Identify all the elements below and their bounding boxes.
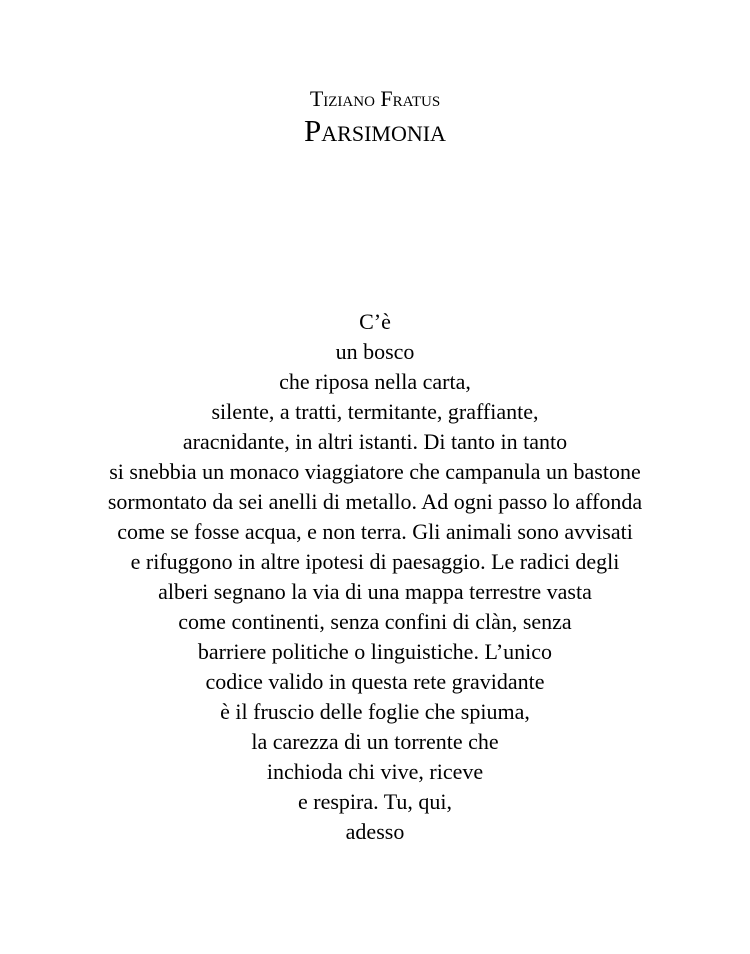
poem-line: aracnidante, in altri istanti. Di tanto in tanto [182, 429, 568, 454]
poem-line: la carezza di un torrente che [251, 729, 499, 754]
poem-line: un bosco [335, 339, 415, 364]
poem-line: barriere politiche o linguistiche. L’unico [197, 639, 553, 664]
poem-line: e respira. Tu, qui, [298, 789, 452, 814]
poem-line: alberi segnano la via di una mappa terrestre vasta [158, 579, 592, 604]
poem-line: è il fruscio delle foglie che spiuma, [220, 699, 530, 724]
poem-line: adesso [345, 819, 405, 844]
poem-line: e rifuggono in altre ipotesi di paesaggio. Le radici degli [130, 549, 620, 574]
poem-title: Parsimonia [304, 113, 446, 148]
poem-line: sormontato da sei anelli di metallo. Ad ogni passo lo affonda [107, 489, 643, 514]
poem-line: si snebbia un monaco viaggiatore che campanula un bastone [109, 459, 641, 484]
poem-line: come se fosse acqua, e non terra. Gli animali sono avvisati [117, 519, 633, 544]
poem-line: come continenti, senza confini di clàn, senza [178, 609, 572, 634]
poem-line: C’è [359, 309, 391, 334]
poem-line: codice valido in questa rete gravidante [205, 669, 545, 694]
poem-body [0, 307, 750, 847]
author-name: Tiziano Fratus [309, 86, 441, 111]
page-header [0, 86, 750, 150]
poem-line: inchioda chi vive, riceve [266, 759, 484, 784]
poem-line: che riposa nella carta, [279, 369, 471, 394]
poem-line: silente, a tratti, termitante, graffiante, [211, 399, 539, 424]
